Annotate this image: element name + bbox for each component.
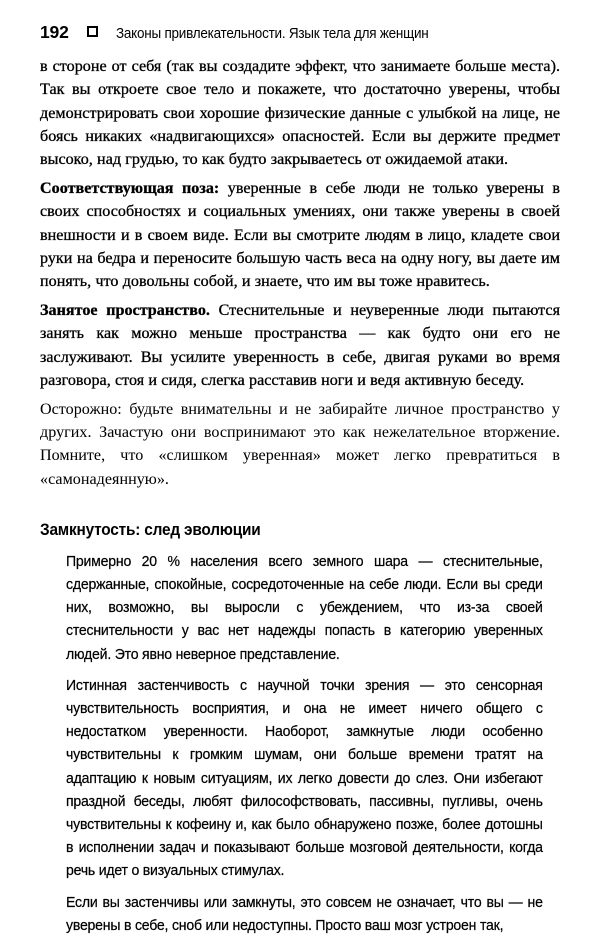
text-column: [40, 55, 560, 938]
section-heading-wrapper: [40, 520, 560, 540]
paragraph-text: уверенные в себе люди не только уверены в своих способностях и социальных умениях, они также уверены в своей внешности и в своем виде. Если вы смотрите людям в лицо, кладете свои руки на бедра и переносите большую часть веса на одну ногу, вы даете им понять, что довольны собой, и знаете, что им вы тоже нравитесь.: [40, 179, 560, 291]
running-header: [40, 22, 560, 46]
paragraph-occupied-space: [40, 299, 560, 392]
section-paragraph-2: Истинная застенчивость с научной точки зрения — это сенсорная чувствительность восприятия, и она не имеет ничего общего с недостатком уверенности. Наоборот, замкнутые люди особенно чувствительны к громким шумам, они больше времени тратят на адаптацию к новым ситуациям, их легко довести до слез. Они избегают праздной беседы, любят философствовать, пассивны, пугливы, очень чувствительны к кофеину и, как было обнаружено позже, более дотошны в исполнении задач и показывают больше мозговой деятельности, когда речь идет о визуальных стимулах.: [66, 677, 543, 880]
section-heading: Замкнутость: след эволюции: [40, 520, 261, 539]
section-paragraph-3: Если вы застенчивы или замкнуты, это совсем не означает, что вы — не уверены в себе, сноб или недоступны. Просто ваш мозг устроен так,: [66, 894, 543, 934]
paragraph-caution: Осторожно: будьте внимательны и не забирайте личное пространство у других. Зачастую они воспринимают это как нежелательное вторжение. Помните, что «слишком уверенная» может легко превратиться в «самонадеянную».: [40, 400, 560, 488]
running-title: Законы привлекательности. Язык тела для женщин: [115, 26, 429, 42]
paragraph-continuation: в стороне от себя (так вы создадите эффект, что занимаете больше места). Так вы откроете свое тело и покажете, что достаточно уверены, чтобы демонстрировать свои хорошие физические данные с улыбкой на лице, не боясь никаких «надвигающихся» опасностей. Если вы держите предмет высоко, над грудью, то как будто закрываетесь от ожидаемой атаки.: [40, 58, 560, 169]
square-bullet-icon: [87, 26, 98, 37]
page-number: 192: [40, 22, 69, 42]
paragraph-text: Стеснительные и неуверенные люди пытаются занять как можно меньше пространства — как будто они его не заслуживают. Вы усилите уверенность в себе, двигая руками во время разговора, стоя и сидя, слегка расставив ноги и ведя активную беседу.: [40, 301, 560, 389]
paragraph-lead-in: Соответствующая поза:: [40, 179, 220, 197]
section-paragraph-1: Примерно 20 % населения всего земного шара — стеснительные, сдержанные, спокойные, сосредоточенные на себе люди. Если вы среди них, возможно, вы выросли с убеждением, что из-за своей стеснительности у вас нет надежды попасть в категорию уверенных людей. Это явно неверное представление.: [66, 553, 543, 663]
paragraph-lead-in: Занятое пространство.: [40, 301, 210, 319]
section-body: [66, 551, 560, 938]
paragraph-posture: [40, 177, 560, 293]
